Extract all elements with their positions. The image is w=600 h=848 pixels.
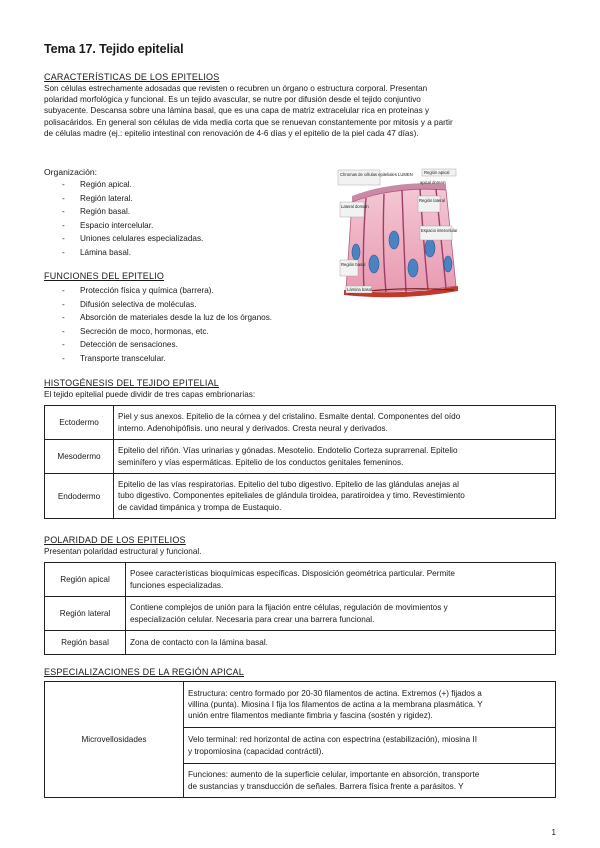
organizacion-label: Organización: (44, 167, 98, 177)
table-key: Región apical (45, 563, 126, 597)
illus-label-intercellular: Espacio intercelular (421, 228, 458, 233)
table-value (126, 597, 556, 631)
text-line: villina (punta). Miosina I fija los filamentos de actina a la membrana plasmática. Y (188, 699, 483, 709)
table-key: Endodermo (45, 474, 114, 519)
section-heading-funciones: FUNCIONES DEL EPITELIO (44, 271, 165, 281)
organizacion-list (58, 178, 203, 259)
text-line: Estructura: centro formado por 20-30 filamentos de actina. Extremos (+) fijados a (188, 688, 482, 698)
table-row (45, 474, 556, 519)
text-line: Posee características bioquímicas específicas. Disposición geométrica particular. Permite (130, 569, 455, 579)
table-row (45, 631, 556, 655)
list-item: - Absorción de materiales desde la luz de los órganos. (58, 311, 272, 325)
table-key: Mesodermo (45, 440, 114, 474)
list-item: - Detección de sensaciones. (58, 338, 272, 352)
polaridad-intro: Presentan polaridad estructural y funcional. (44, 547, 202, 556)
text-line: Epitelio de las vías respiratorias. Epitelio del tubo digestivo. Epitelio de las glándulas anejas al (118, 480, 459, 490)
section-heading-especializaciones: ESPECIALIZACIONES DE LA REGIÓN APICAL (44, 667, 244, 677)
list-item: - Uniones celulares especializadas. (58, 232, 203, 246)
list-item: - Región basal. (58, 205, 203, 219)
table-row (45, 563, 556, 597)
text-line: de sustancias y transducción de señales. Barrera física frente a parásitos. Y (188, 781, 464, 791)
text-line: polaridad morfológica y funcional. Es un tejido avascular, se nutre por difusión desde el tejido conjuntivo (44, 95, 421, 105)
table-key: Región basal (45, 631, 126, 655)
illus-label-apical-domain: apical domain (420, 180, 446, 185)
list-item: - Transporte transcelular. (58, 352, 272, 366)
text-line: y tropomiosina (capacidad contráctil). (188, 746, 324, 756)
table-row (45, 682, 556, 728)
text-line: subyacente. Descansa sobre una lámina basal, que es una capa de matriz extracelular rica en proteínas y (44, 106, 430, 116)
illus-label-lamina: Lámina basal (347, 287, 372, 292)
text-line: Velo terminal: red horizontal de actina con espectrina (estabilización), miosina II (188, 735, 477, 745)
table-value (114, 440, 556, 474)
text-line: tubo digestivo. Componentes epiteliales de glándula tiroidea, paratiroidea y timo. Revestimiento (118, 491, 465, 501)
histogenesis-table (44, 405, 556, 519)
illus-label-lateral-domain: Lateral domain (341, 204, 369, 209)
list-item: - Secreción de moco, hormonas, etc. (58, 325, 272, 339)
table-key: Región lateral (45, 597, 126, 631)
section-heading-histogenesis: HISTOGÉNESIS DEL TEJIDO EPITELIAL (44, 378, 219, 388)
table-row (45, 597, 556, 631)
section-heading-caracteristicas: CARACTERÍSTICAS DE LOS EPITELIOS (44, 72, 220, 82)
list-item: - Difusión selectiva de moléculas. (58, 298, 272, 312)
table-row (45, 440, 556, 474)
table-value (114, 406, 556, 440)
text-line: seminífero y vías espermáticas. Epitelio de los conductos genitales femeninos. (118, 457, 404, 467)
illus-label-microvilli: Chromas de células epiteliales (340, 172, 397, 177)
text-line: Contiene complejos de unión para la fijación entre células, regulación de movimientos y (130, 603, 448, 613)
funciones-list (58, 284, 272, 365)
caracteristicas-paragraph (44, 83, 556, 139)
text-line: Funciones: aumento de la superficie celular, importante en absorción, transporte (188, 770, 480, 780)
list-item: - Región lateral. (58, 192, 203, 206)
table-value (114, 474, 556, 519)
table-value (184, 728, 556, 764)
text-line: Son células estrechamente adosadas que revisten o recubren un órgano o estructura corporal. Presentan (44, 84, 428, 93)
section-heading-polaridad: POLARIDAD DE LOS EPITELIOS (44, 535, 186, 545)
table-key: Microvellosidades (45, 682, 184, 798)
histogenesis-intro: El tejido epitelial puede dividir de tres capas embrionarias: (44, 390, 256, 399)
text-line: polisacáridos. En general son células de vida media corta que se renuevan constantemente por mitosis y a partir (44, 117, 453, 127)
list-item: - Lámina basal. (58, 246, 203, 260)
page-number: 1 (551, 828, 556, 837)
text-line: Zona de contacto con la lámina basal. (130, 637, 268, 647)
text-line: Piel y sus anexos. Epitelio de la córnea y del cristalino. Esmalte dental. Componentes del oído (118, 412, 461, 422)
illus-label-basal: Región basal (341, 262, 366, 267)
table-row (45, 406, 556, 440)
text-line: de cavidad timpánica y trompa de Eustaquio. (118, 502, 282, 512)
illus-label-lateral: Región lateral (419, 198, 445, 203)
table-value (126, 563, 556, 597)
table-value (184, 764, 556, 798)
text-line: Epitelio del riñón. Vías urinarias y gónadas. Mesotelio. Endotelio Corteza suprarrenal. Epitelio (118, 446, 458, 456)
text-line: interno. Adenohipófisis. uno neural y derivados. Cresta neural y derivados. (118, 423, 388, 433)
especializaciones-table (44, 681, 556, 798)
illus-label-apical: Región apical (424, 170, 450, 175)
illus-label-lumen: LUMEN (398, 172, 413, 177)
table-value (126, 631, 556, 655)
table-key: Ectodermo (45, 406, 114, 440)
text-line: de células madre (ej.: epitelio intestinal con renovación de 4-6 días y el epitelio de la piel cada 47 días). (44, 128, 419, 138)
polaridad-table (44, 562, 556, 655)
list-item: - Región apical. (58, 178, 203, 192)
page-title: Tema 17. Tejido epitelial (44, 42, 184, 56)
list-item: - Protección física y química (barrera). (58, 284, 272, 298)
text-line: unión entre filamentos mediante fimbria y fascina (sostén y rigidez). (188, 711, 433, 721)
text-line: funciones especializadas. (130, 580, 224, 590)
list-item: - Espacio intercelular. (58, 219, 203, 233)
epithelium-illustration (334, 168, 470, 304)
table-value (184, 682, 556, 728)
text-line: especialización celular. Necesaria para crear una barrera funcional. (130, 614, 375, 624)
